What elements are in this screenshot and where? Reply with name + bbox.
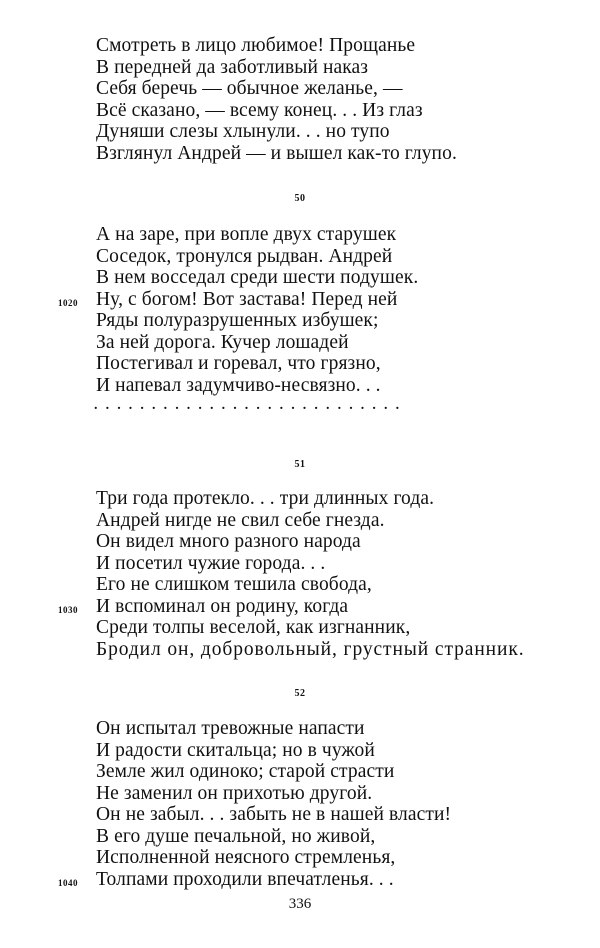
verse-line: В передней да заботливый наказ [96,56,369,78]
verse-line: Он не забыл. . . забыть не в нашей власти! [96,804,452,825]
line-number: 1030 [58,604,78,615]
verse-line: В нем восседал среди шести подушек. [96,267,419,288]
verse-line: Бродил он, добровольный, грустный странник. [96,638,525,660]
verse-line: Три года протекло. . . три длинных года. [96,488,435,509]
line-number: 1020 [58,297,78,308]
stanza-52 [58,718,556,890]
verse-line: А на заре, при вопле двух старушек [96,224,397,245]
verse-line: Андрей нигде не свил себе гнезда. [96,509,385,531]
stanza-number: 52 [294,688,306,699]
verse-text: Толпами проходили впечатленья. . . [96,868,394,890]
stanza-50 [58,224,556,396]
verse-line-numbered [58,868,556,891]
verse-line: Постегивал и горевал, что грязно, [96,353,381,374]
page-number: 336 [288,896,312,912]
stanza-continuation [96,35,556,164]
verse-line: Всё сказано, — всему конец. . . Из глаз [96,99,423,121]
verse-line: Его не слишком тешила свобода, [96,574,372,595]
verse-line: Среди толпы веселой, как изгнанник, [96,617,411,638]
verse-line: Он испытал тревожные напасти [96,718,365,739]
verse-line: Исполненной неясного стремленья, [96,847,396,868]
stanza-51 [58,488,556,660]
omission-dots: ........................... [94,398,408,413]
verse-line: Ряды полуразрушенных избушек; [96,310,379,331]
verse-line: За ней дорога. Кучер лошадей [96,331,349,353]
verse-text: И вспоминал он родину, когда [96,595,349,617]
verse-line: Дуняши слезы хлынули. . . но тупо [96,121,390,142]
verse-line-numbered [58,595,556,618]
verse-line: В его душе печальной, но живой, [96,825,376,847]
verse-line: И посетил чужие города. . . [96,552,326,574]
verse-line-numbered [58,288,556,311]
stanza-number: 51 [294,459,306,470]
verse-line: Он видел много разного народа [96,531,361,552]
verse-line: Себя беречь — обычное желанье, — [96,78,403,99]
verse-line: Смотреть в лицо любимое! Прощанье [96,35,416,56]
verse-line: Взглянул Андрей — и вышел как-то глупо. [96,142,457,164]
verse-text: Ну, с богом! Вот застава! Перед ней [96,288,398,310]
line-number: 1040 [58,877,78,888]
verse-line: И напевал задумчиво-несвязно. . . [96,374,381,396]
verse-line: Соседок, тронулся рыдван. Андрей [96,245,393,267]
verse-line: И радости скитальца; но в чужой [96,739,375,761]
verse-line: Земле жил одиноко; старой страсти [96,761,395,782]
verse-line: Не заменил он прихотью другой. [96,782,373,804]
stanza-number: 50 [294,193,306,204]
